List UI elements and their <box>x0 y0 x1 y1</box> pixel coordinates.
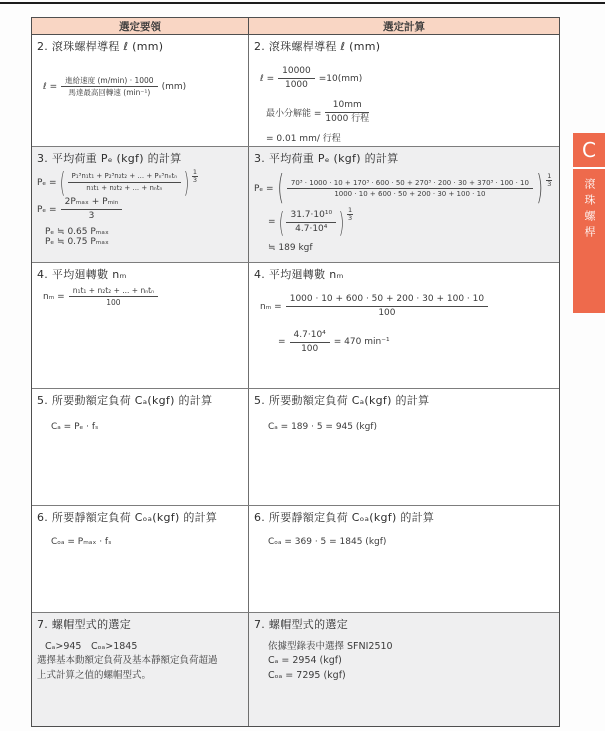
fraction-numerator: 10mm <box>325 100 369 113</box>
section-title: 2. 滾珠螺桿導程 ℓ (mm) <box>254 40 381 53</box>
section-title: 5. 所要動額定負荷 Cₐ(kgf) 的計算 <box>37 394 213 407</box>
section-title: 6. 所要靜額定負荷 Cₒₐ(kgf) 的計算 <box>254 511 435 524</box>
approximation-075: Pₑ ≒ 0.75 Pₘₐₓ <box>45 236 109 247</box>
mean-load-result: ≒ 189 kgf <box>268 243 313 253</box>
fraction <box>278 66 315 92</box>
table-header-procedure: 選定要領 <box>32 18 249 34</box>
fraction <box>61 76 157 98</box>
model-selection-line: 依據型錄表中選擇 SFNI2510 <box>268 641 393 652</box>
row-ballscrew-lead <box>32 35 559 147</box>
fraction <box>286 294 488 320</box>
row-static-rating <box>32 506 559 613</box>
approximation-065: Pₑ ≒ 0.65 Pₘₐₓ <box>45 226 109 237</box>
fraction <box>286 210 336 236</box>
unit-label: (mm) <box>161 81 187 92</box>
close-paren: ) <box>338 205 345 239</box>
row-mean-load <box>32 147 559 263</box>
formula-lead-value <box>260 66 553 92</box>
formula-lead <box>43 76 242 98</box>
cell-static-procedure <box>32 506 249 612</box>
cell-static-calculation <box>249 506 559 612</box>
section-title: 4. 平均廻轉數 nₘ <box>254 268 344 281</box>
fraction-denominator: 1000 行程 <box>325 113 370 124</box>
section-title: 4. 平均廻轉數 nₘ <box>37 268 127 281</box>
section-title: 3. 平均荷重 Pₑ (kgf) 的計算 <box>37 152 182 165</box>
note-line: 上式計算之值的螺帽型式。 <box>37 669 152 681</box>
row-nut-selection <box>32 613 559 726</box>
open-paren: ( <box>59 166 65 199</box>
formula-resolution-result <box>266 131 553 144</box>
fraction-numerator: 2Pₘₐₓ + Pₘᵢₙ <box>61 197 123 210</box>
formula-dynamic: Cₐ = Pₑ · fₛ <box>51 422 99 432</box>
coa-value-line: Cₒₐ = 7295 (kgf) <box>268 669 346 681</box>
fraction-denominator: n₁t₁ + n₂t₂ + ... + nₙtₙ <box>86 184 163 192</box>
open-paren: ( <box>278 205 284 239</box>
equation-lhs: 最小分解能 = <box>266 108 322 119</box>
formula-mean-load-general <box>37 166 242 199</box>
fraction-numerator: 31.7·10¹⁰ <box>286 210 336 223</box>
section-title: 2. 滾珠螺桿導程 ℓ (mm) <box>37 40 164 53</box>
cell-mean-speed-calculation <box>249 263 559 388</box>
formula-resolution <box>266 100 553 126</box>
chapter-tab <box>573 133 605 313</box>
equation-lhs: = <box>278 337 286 348</box>
cell-nut-procedure <box>32 613 249 726</box>
section-title: 7. 螺帽型式的選定 <box>37 618 131 631</box>
cell-lead-procedure <box>32 35 249 146</box>
selection-table <box>31 17 560 727</box>
equation-result: = 470 min⁻¹ <box>333 337 390 348</box>
equation-lhs: ℓ = <box>43 81 58 92</box>
section-title: 7. 螺帽型式的選定 <box>254 618 348 631</box>
formula-static: Cₒₐ = Pₘₐₓ · fₛ <box>51 537 112 547</box>
cell-nut-calculation <box>249 613 559 726</box>
formula-mean-speed <box>43 286 242 308</box>
fraction-numerator: 進給速度 (m/min) · 1000 <box>61 76 157 87</box>
table-header-row <box>32 18 559 35</box>
equation-lhs: Pₑ = <box>37 204 57 215</box>
formula-mean-load-values <box>254 168 553 208</box>
chapter-letter: C <box>573 133 605 169</box>
equation-lhs: nₘ = <box>43 291 65 302</box>
section-title: 3. 平均荷重 Pₑ (kgf) 的計算 <box>254 152 399 165</box>
equation-result: =10(mm) <box>318 73 363 84</box>
exponent-one-third: 1 3 <box>547 172 552 189</box>
fraction <box>290 330 330 356</box>
cell-mean-load-calculation <box>249 147 559 262</box>
fraction-denominator: 4.7·10⁴ <box>295 223 328 234</box>
fraction <box>325 100 369 126</box>
fraction-numerator: 4.7·10⁴ <box>290 330 330 343</box>
criteria-line: Cₐ>945 Cₒₐ>1845 <box>45 641 138 652</box>
fraction <box>287 179 533 200</box>
section-title: 5. 所要動額定負荷 Cₐ(kgf) 的計算 <box>254 394 430 407</box>
equation-lhs: Pₑ = <box>254 183 274 194</box>
formula-dynamic-result: Cₐ = 189 · 5 = 945 (kgf) <box>268 422 377 432</box>
fraction-denominator: 馬達最高回轉速 (min⁻¹) <box>68 88 151 98</box>
row-mean-speed <box>32 263 559 389</box>
fraction-denominator: 1000 <box>284 80 308 91</box>
section-title: 6. 所要靜額定負荷 Cₒₐ(kgf) 的計算 <box>37 511 218 524</box>
fraction-denominator: 3 <box>88 211 95 222</box>
cell-dynamic-procedure <box>32 389 249 505</box>
note-line: 選擇基本動額定負荷及基本靜額定負荷超過 <box>37 655 218 667</box>
fraction-numerator: n₁t₁ + n₂t₂ + ... + nₙtₙ <box>69 286 158 297</box>
cell-lead-calculation <box>249 35 559 146</box>
open-paren: ( <box>276 168 284 208</box>
chapter-label-ballscrew: 滾珠螺桿 <box>583 178 596 242</box>
fraction <box>61 197 123 223</box>
formula-mean-speed-values <box>260 294 553 320</box>
equation-lhs: nₘ = <box>260 301 282 312</box>
fraction-denominator: 100 <box>106 298 121 308</box>
fraction-numerator: 70³ · 1000 · 10 + 170³ · 600 · 50 + 270³ · 200 · 30 + 370³ · 100 · 10 <box>287 179 533 190</box>
cell-dynamic-calculation <box>249 389 559 505</box>
formula-mean-load-simple <box>37 197 242 223</box>
close-paren: ) <box>183 166 190 199</box>
ca-value-line: Cₐ = 2954 (kgf) <box>268 655 342 667</box>
fraction-numerator: P₁³n₁t₁ + P₂³n₂t₂ + ... + Pₙ³nₙtₙ <box>68 172 181 183</box>
fraction-denominator: 1000 · 10 + 600 · 50 + 200 · 30 + 100 · 10 <box>334 190 486 199</box>
formula-mean-speed-result <box>278 330 553 356</box>
row-dynamic-rating <box>32 389 559 506</box>
fraction-denominator: 100 <box>378 308 396 319</box>
equation-result: = 0.01 mm/ 行程 <box>266 134 341 144</box>
equation-lhs: = <box>268 217 276 228</box>
equation-lhs: Pₑ = <box>37 177 57 188</box>
close-paren: ) <box>536 168 543 208</box>
fraction <box>69 286 158 308</box>
formula-static-result: Cₒₐ = 369 · 5 = 1845 (kgf) <box>268 537 387 547</box>
cell-mean-load-procedure <box>32 147 249 262</box>
table-header-calculation: 選定計算 <box>383 20 425 33</box>
formula-mean-load-reduced <box>268 205 553 239</box>
fraction-denominator: 100 <box>301 343 319 354</box>
equation-lhs: ℓ = <box>260 73 275 84</box>
fraction <box>68 172 181 193</box>
page-top-rule <box>0 2 605 4</box>
cell-mean-speed-procedure <box>32 263 249 388</box>
fraction-numerator: 10000 <box>278 66 315 79</box>
fraction-numerator: 1000 · 10 + 600 · 50 + 200 · 30 + 100 · 10 <box>286 294 488 307</box>
exponent-one-third: 1 3 <box>192 168 198 185</box>
exponent-one-third: 1 3 <box>348 205 353 222</box>
